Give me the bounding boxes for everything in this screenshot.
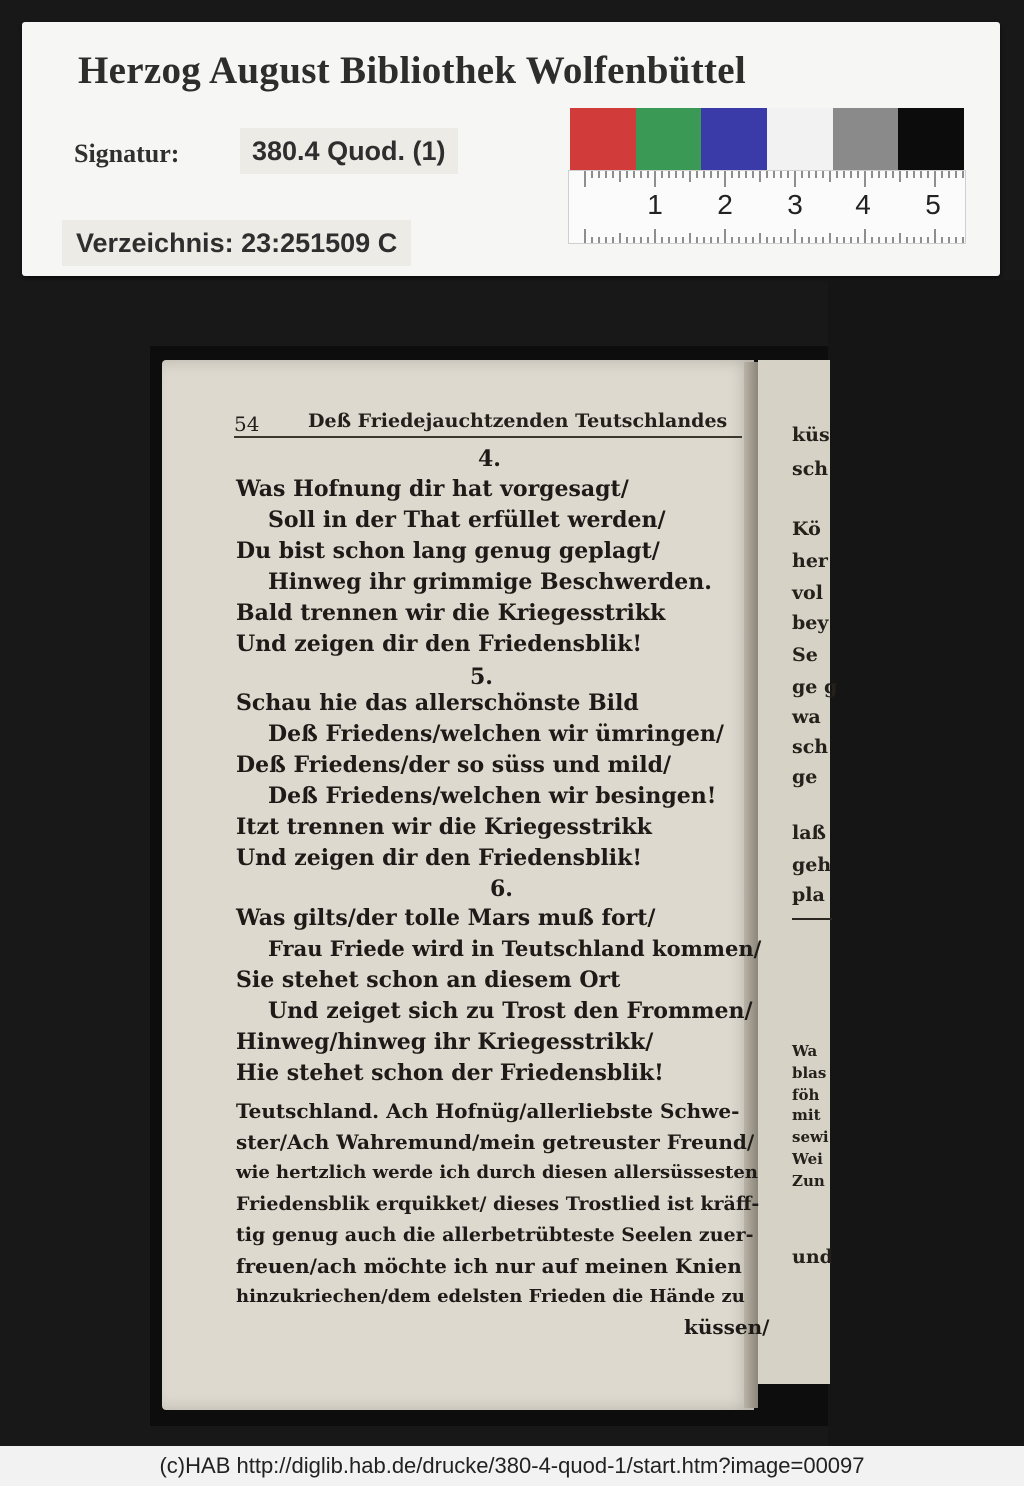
prose-line: Friedensblik erquikket/ dieses Trostlied ist kräff- [236, 1193, 760, 1215]
prose-line: küssen/ [684, 1315, 770, 1339]
signatur-value: 380.4 Quod. (1) [240, 128, 458, 174]
prose-line: hinzukriechen/dem edelsten Frieden die Hände zu [236, 1286, 745, 1307]
facing-fragment: sch [792, 458, 829, 480]
facing-fragment: und [792, 1246, 833, 1268]
prose-line: ster/Ach Wahremund/mein getreuster Freund/ [236, 1130, 755, 1154]
ruler-ticks [569, 171, 965, 243]
ruler-number-2: 2 [717, 189, 733, 220]
prose-line: Teutschland. Ach Hofnüg/allerliebste Schwe- [236, 1099, 740, 1123]
color-calibration-swatches [570, 108, 964, 170]
page-number: 54 [234, 412, 260, 436]
verse-line: Hinweg/hinweg ihr Kriegesstrikk/ [236, 1029, 654, 1055]
black-backing-strip [828, 280, 1024, 1460]
verse-line: Sie stehet schon an diesem Ort [236, 967, 621, 993]
library-header-card [22, 22, 1000, 276]
facing-fragment: bey [792, 612, 829, 634]
verse-line: Deß Friedens/welchen wir besingen! [268, 783, 717, 809]
facing-fragment: Kö [792, 518, 821, 540]
facing-fragment: ge g [792, 676, 838, 698]
book-page-right-partial [758, 360, 838, 1384]
facing-fragment: wa [792, 706, 821, 728]
verse-line: Und zeigen dir den Friedensblik! [236, 631, 643, 657]
verse-line: Frau Friede wird in Teutschland kommen/ [268, 936, 762, 961]
facing-fragment: sch [792, 736, 829, 758]
facing-fragment: mit [792, 1106, 821, 1124]
facing-fragment: Se [792, 644, 818, 666]
swatch-blue [701, 108, 767, 170]
running-title: Deß Friedejauchtzenden Teutschlandes [308, 410, 728, 432]
ruler-number-1: 1 [647, 189, 663, 220]
facing-fragment: küs [792, 424, 830, 446]
facing-page-rule [792, 918, 832, 920]
ruler-number-4: 4 [855, 189, 871, 220]
verse-line: Hinweg ihr grimmige Beschwerden. [268, 569, 712, 595]
facing-fragment: föh [792, 1086, 820, 1104]
facing-fragment: pla [792, 884, 825, 906]
swatch-white [767, 108, 833, 170]
facing-fragment: Zun [792, 1172, 825, 1190]
verzeichnis-label: Verzeichnis: 23:251509 C [62, 220, 411, 266]
verse-line: Und zeigen dir den Friedensblik! [236, 845, 643, 871]
swatch-gray [833, 108, 899, 170]
ruler-number-5: 5 [925, 189, 941, 220]
facing-fragment: Wei [792, 1150, 823, 1168]
verse-line: Was Hofnung dir hat vorgesagt/ [236, 476, 629, 502]
verse-line: Bald trennen wir die Kriegesstrikk [236, 600, 666, 626]
book-gutter [744, 362, 758, 1408]
verse-line: Deß Friedens/der so süss und mild/ [236, 752, 672, 778]
facing-fragment: Wa [792, 1042, 818, 1060]
verse-line: Schau hie das allerschönste Bild [236, 690, 639, 716]
facing-fragment: her [792, 550, 828, 572]
library-title: Herzog August Bibliothek Wolfenbüttel [78, 49, 747, 92]
verse-line: Und zeiget sich zu Trost den Frommen/ [268, 998, 753, 1024]
verse-line: Soll in der That erfüllet werden/ [268, 507, 666, 533]
facing-fragment: ge [792, 766, 818, 788]
verse-line: Deß Friedens/welchen wir ümringen/ [268, 721, 724, 747]
stanza-number: 6. [490, 876, 513, 902]
running-head [234, 408, 742, 438]
verse-line: Itzt trennen wir die Kriegesstrikk [236, 814, 652, 840]
facing-fragment: geh [792, 854, 832, 876]
facing-fragment: blas [792, 1064, 827, 1082]
signatur-label: Signatur: [74, 139, 180, 168]
facing-fragment: sewi [792, 1128, 829, 1146]
ruler-number-3: 3 [787, 189, 803, 220]
prose-line: freuen/ach möchte ich nur auf meinen Knien [236, 1254, 742, 1278]
swatch-black [898, 108, 964, 170]
swatch-green [636, 108, 702, 170]
verse-line: Du bist schon lang genug geplagt/ [236, 538, 660, 564]
measurement-ruler [568, 170, 966, 244]
verse-line: Hie stehet schon der Friedensblik! [236, 1060, 664, 1086]
swatch-red [570, 108, 636, 170]
verse-line: Was gilts/der tolle Mars muß fort/ [236, 905, 656, 931]
facing-fragment: laß [792, 822, 826, 844]
stanza-number: 5. [470, 664, 493, 690]
copyright-footer: (c)HAB http://diglib.hab.de/drucke/380-4-quod-1/start.htm?image=00097 [0, 1446, 1024, 1486]
stanza-number: 4. [478, 446, 501, 472]
facing-fragment: vol [792, 582, 823, 604]
prose-line: tig genug auch die allerbetrübteste Seelen zuer- [236, 1224, 754, 1246]
prose-line: wie hertzlich werde ich durch diesen allersüssesten [236, 1162, 758, 1183]
